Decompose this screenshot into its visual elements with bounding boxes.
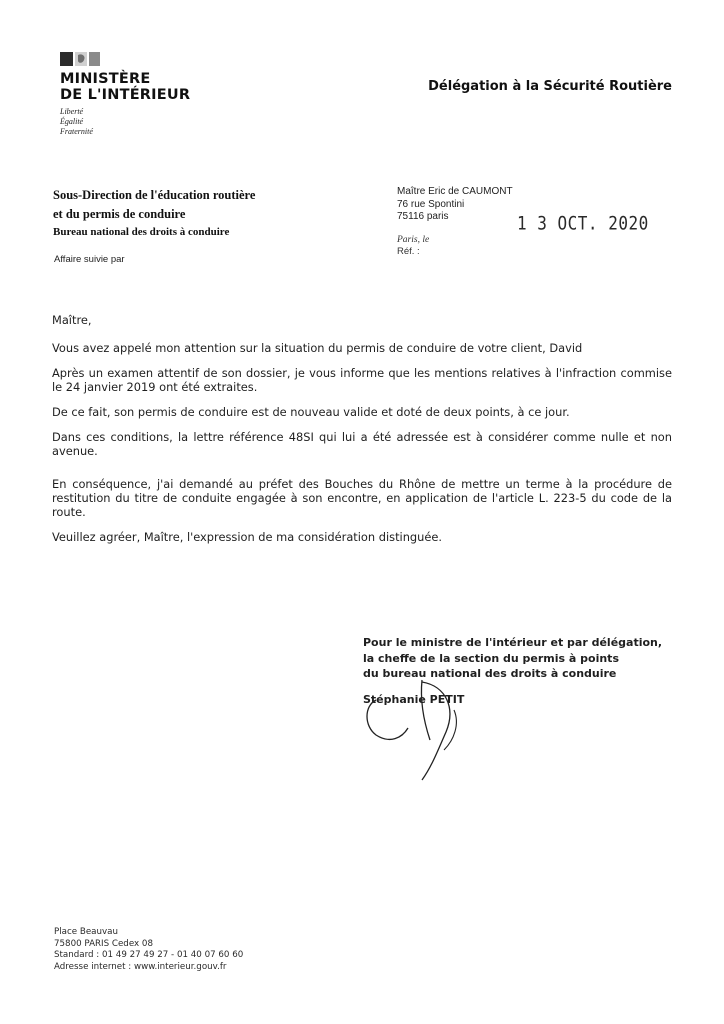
footer-website: Adresse internet : www.interieur.gouv.fr	[54, 961, 227, 972]
recipient-name: Maître Eric de CAUMONT	[397, 186, 513, 197]
closing: Veuillez agréer, Maître, l'expression de ma considération distinguée.	[52, 530, 443, 544]
paragraph-4: Dans ces conditions, la lettre référence 48SI qui lui a été adressée est à considérer comme nulle et non avenue.	[52, 430, 672, 458]
signature-line-3: du bureau national des droits à conduire	[363, 667, 617, 680]
paragraph-2: Après un examen attentif de son dossier, je vous informe que les mentions relatives à l'infraction commise le 24 janvier 2019 ont été extraites.	[52, 366, 672, 394]
motto-egalite: Égalité	[60, 117, 84, 126]
place-label: Paris, le	[397, 235, 430, 245]
footer-contact	[54, 927, 243, 973]
marianne-logo-icon	[60, 49, 100, 69]
paragraph-3: De ce fait, son permis de conduire est de nouveau valide et doté de deux points, à ce jour.	[52, 405, 570, 419]
footer-address-1: Place Beauvau	[54, 927, 118, 937]
recipient-street: 76 rue Spontini	[397, 198, 465, 210]
date-stamp: 1 3 OCT. 2020	[517, 212, 649, 234]
ministry-line-2: DE L'INTÉRIEUR	[60, 87, 191, 103]
sender-line-2: et du permis de conduire	[53, 207, 186, 221]
ministry-line-1: MINISTÈRE	[60, 71, 151, 87]
recipient-address	[397, 186, 513, 224]
recipient-city: 75116 paris	[397, 211, 449, 222]
paragraph-1: Vous avez appelé mon attention sur la situation du permis de conduire de votre client, David	[52, 341, 583, 355]
footer-phone: Standard : 01 49 27 49 27 - 01 40 07 60 60	[54, 950, 244, 960]
sender-line-3: Bureau national des droits à conduire	[53, 226, 230, 238]
motto-liberte: Liberté	[60, 107, 84, 116]
handwritten-signature	[362, 640, 472, 790]
letter-body	[52, 313, 672, 555]
delegation-title: Délégation à la Sécurité Routière	[428, 79, 672, 94]
reference-label: Réf. :	[397, 246, 420, 257]
footer-address-2: 75800 PARIS Cedex 08	[54, 938, 153, 949]
signature-line-1: Pour le ministre de l'intérieur et par délégation,	[363, 636, 663, 649]
republic-motto	[60, 107, 93, 137]
ministry-name	[60, 71, 190, 103]
paragraph-5: En conséquence, j'ai demandé au préfet des Bouches du Rhône de mettre un terme à la procédure de restitution du titre de conduite engagée à son encontre, en application de l'article L. 223-5 du code de la route.	[52, 477, 672, 519]
place-reference	[397, 234, 429, 258]
sender-line-1: Sous-Direction de l'éducation routière	[53, 188, 256, 202]
signatory-name: Stéphanie PETIT	[363, 692, 465, 706]
signature-line-2: la cheffe de la section du permis à points	[363, 651, 619, 665]
affaire-suivie-label: Affaire suivie par	[54, 254, 125, 265]
salutation: Maître,	[52, 313, 92, 327]
sender-block	[53, 186, 255, 241]
motto-fraternite: Fraternité	[60, 127, 93, 136]
